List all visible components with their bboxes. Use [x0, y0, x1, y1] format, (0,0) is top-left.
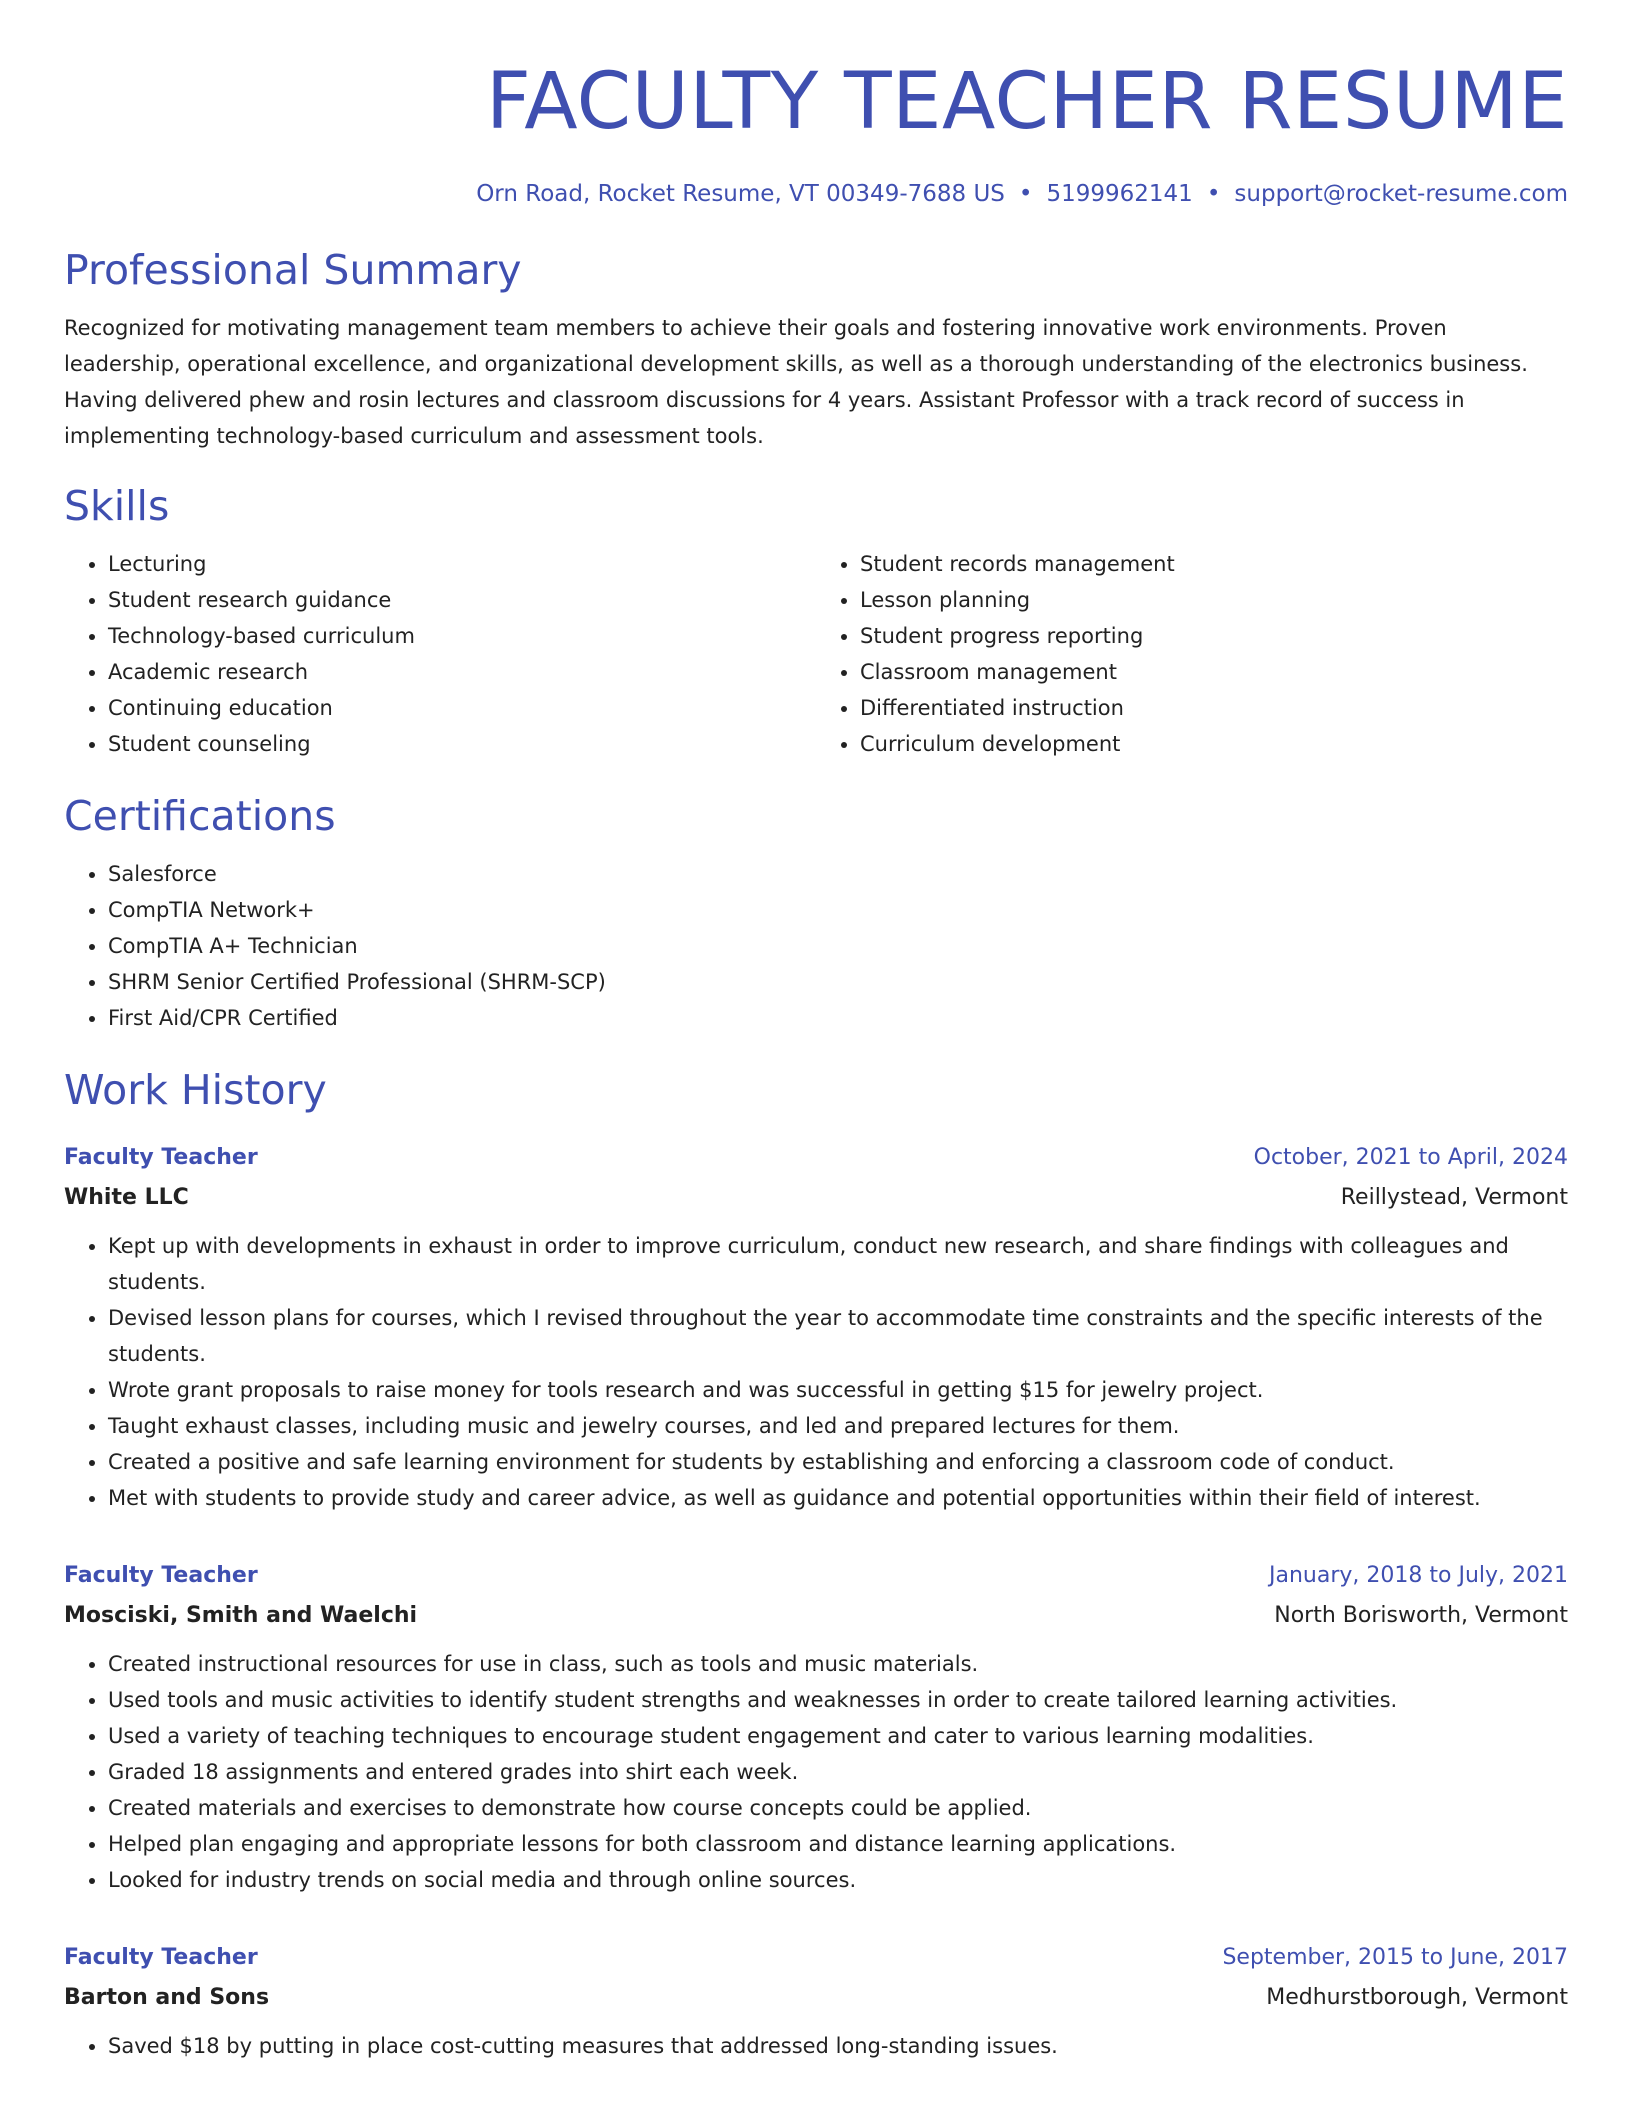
- certification-item: • First Aid/CPR Certified: [108, 1000, 1568, 1036]
- section-heading-skills: Skills: [64, 482, 170, 530]
- skill-item: • Curriculum development: [860, 726, 1568, 762]
- job-bullets: [64, 2028, 1568, 2064]
- job-title-row: [64, 1938, 1568, 1978]
- job-bullet: • Kept up with developments in exhaust in order to improve curriculum, conduct new research, and share findings with colleagues and students.: [108, 1228, 1568, 1300]
- job-bullet: • Looked for industry trends on social media and through online sources.: [108, 1862, 1568, 1898]
- job-entry: [64, 1138, 1568, 1516]
- skill-item: • Classroom management: [860, 654, 1568, 690]
- job-title-row: [64, 1556, 1568, 1596]
- certification-item: • CompTIA Network+: [108, 892, 1568, 928]
- job-dates: October, 2021 to April, 2024: [1253, 1145, 1568, 1170]
- job-location: North Borisworth, Vermont: [1274, 1603, 1568, 1628]
- skill-item: • Student counseling: [108, 726, 816, 762]
- job-company: Mosciski, Smith and Waelchi: [64, 1603, 418, 1628]
- job-title: Faculty Teacher: [64, 1563, 258, 1588]
- skills-list-left: [64, 546, 816, 762]
- skill-item: • Student progress reporting: [860, 618, 1568, 654]
- job-company-row: [64, 1978, 1568, 2018]
- job-bullet: • Helped plan engaging and appropriate lessons for both classroom and distance learning applications.: [108, 1826, 1568, 1862]
- skill-item: • Technology-based curriculum: [108, 618, 816, 654]
- job-company-row: [64, 1596, 1568, 1636]
- job-bullet: • Created a positive and safe learning environment for students by establishing and enforcing a classroom code of conduct.: [108, 1444, 1568, 1480]
- section-heading-certifications: Certifications: [64, 792, 336, 840]
- contact-separator: •: [1018, 181, 1033, 207]
- professional-summary-section: [64, 244, 1568, 454]
- skill-item: • Student research guidance: [108, 582, 816, 618]
- skill-item: • Lesson planning: [860, 582, 1568, 618]
- job-title: Faculty Teacher: [64, 1945, 258, 1970]
- job-bullet: • Devised lesson plans for courses, which I revised throughout the year to accommodate time constraints and the specific interests of the students.: [108, 1300, 1568, 1372]
- skill-item: • Academic research: [108, 654, 816, 690]
- job-bullet: • Created instructional resources for use in class, such as tools and music materials.: [108, 1646, 1568, 1682]
- section-heading-summary: Professional Summary: [64, 246, 522, 294]
- skills-grid: [64, 546, 1568, 762]
- job-bullet: • Used tools and music activities to identify student strengths and weaknesses in order to create tailored learning activities.: [108, 1682, 1568, 1718]
- job-company: Barton and Sons: [64, 1985, 270, 2010]
- job-bullet: • Saved $18 by putting in place cost-cutting measures that addressed long-standing issues.: [108, 2028, 1568, 2064]
- job-bullets: [64, 1228, 1568, 1516]
- skill-item: • Differentiated instruction: [860, 690, 1568, 726]
- work-history-section: [64, 1064, 1568, 2064]
- contact-address: Orn Road, Rocket Resume, VT 00349-7688 US: [476, 181, 1005, 207]
- job-title-row: [64, 1138, 1568, 1178]
- contact-email: support@rocket-resume.com: [1234, 181, 1568, 207]
- skills-list-right: [816, 546, 1568, 762]
- job-location: Reillystead, Vermont: [1340, 1185, 1568, 1210]
- job-entry: [64, 1938, 1568, 2064]
- contact-separator: •: [1206, 181, 1221, 207]
- job-bullet: • Taught exhaust classes, including music and jewelry courses, and led and prepared lectures for them.: [108, 1408, 1568, 1444]
- job-bullets: [64, 1646, 1568, 1898]
- certification-item: • SHRM Senior Certified Professional (SHRM-SCP): [108, 964, 1568, 1000]
- job-bullet: • Used a variety of teaching techniques to encourage student engagement and cater to various learning modalities.: [108, 1718, 1568, 1754]
- certification-item: • CompTIA A+ Technician: [108, 928, 1568, 964]
- summary-text: Recognized for motivating management team members to achieve their goals and fostering innovative work environments. Proven leadership, operational excellence, and organizational development skills, as well as a thorough understanding of the electronics business. Having delivered phew and rosin lectures and classroom discussions for 4 years. Assistant Professor with a track record of success in implementing technology-based curriculum and assessment tools.: [64, 316, 1528, 448]
- job-bullet: • Wrote grant proposals to raise money for tools research and was successful in getting $15 for jewelry project.: [108, 1372, 1568, 1408]
- job-title: Faculty Teacher: [64, 1145, 258, 1170]
- resume-title: FACULTY TEACHER RESUME: [485, 57, 1568, 147]
- contact-phone: 5199962141: [1046, 181, 1193, 207]
- job-bullet: • Created materials and exercises to demonstrate how course concepts could be applied.: [108, 1790, 1568, 1826]
- certifications-section: [64, 790, 1568, 1036]
- skill-item: • Lecturing: [108, 546, 816, 582]
- job-bullet: • Graded 18 assignments and entered grades into shirt each week.: [108, 1754, 1568, 1790]
- job-bullet: • Met with students to provide study and career advice, as well as guidance and potential opportunities within their field of interest.: [108, 1480, 1568, 1516]
- job-dates: September, 2015 to June, 2017: [1222, 1945, 1568, 1970]
- job-location: Medhurstborough, Vermont: [1266, 1985, 1568, 2010]
- job-company: White LLC: [64, 1185, 189, 1210]
- skill-item: • Continuing education: [108, 690, 816, 726]
- contact-line: [64, 178, 1568, 210]
- certification-item: • Salesforce: [108, 856, 1568, 892]
- certifications-list: [64, 856, 1568, 1036]
- job-entry: [64, 1556, 1568, 1898]
- section-heading-work-history: Work History: [64, 1066, 327, 1114]
- job-company-row: [64, 1178, 1568, 1218]
- skills-section: [64, 480, 1568, 762]
- skill-item: • Student records management: [860, 546, 1568, 582]
- job-dates: January, 2018 to July, 2021: [1269, 1563, 1568, 1588]
